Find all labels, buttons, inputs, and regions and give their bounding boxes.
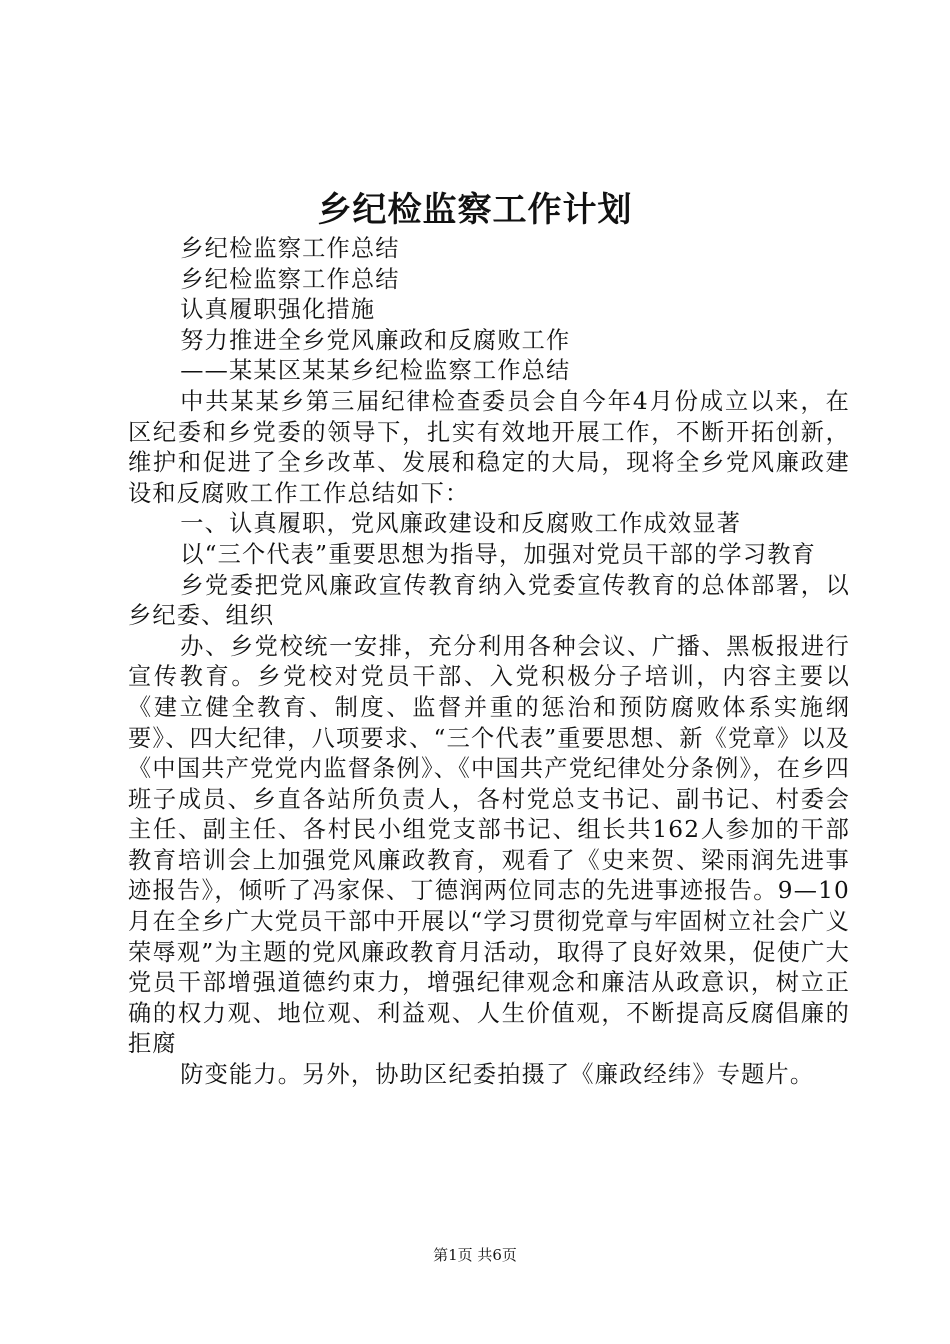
document-body <box>128 234 850 1091</box>
section-heading: 一、认真履职，党风廉政建设和反腐败工作成效显著 <box>180 510 742 538</box>
document-title: 乡纪检监察工作计划 <box>317 190 633 230</box>
paragraph: 防变能力。另外，协助区纪委拍摄了《廉政经纬》专题片。 <box>180 1061 815 1089</box>
paragraph: 乡纪检监察工作总结 <box>180 235 400 262</box>
paragraph: 乡党委把党风廉政宣传教育纳入党委宣传教育的总体部署，以乡纪委、组织 <box>128 571 850 630</box>
page-footer: 第1页 共6页 <box>433 1246 517 1264</box>
paragraph: 乡纪检监察工作总结 <box>180 265 400 293</box>
paragraph: 认真履职强化措施 <box>180 296 376 324</box>
paragraph: 办、乡党校统一安排，充分利用各种会议、广播、黑板报进行宣传教育。乡党校对党员干部、入党积极分子培训，内容主要以《建立健全教育、制度、监督并重的惩治和预防腐败体系实施纲要》、四大纪律，八项要求、“三个代表”重要思想、新《党章》以及《中国共产党党内监督条例》、《中国共产党纪律处分条例》，在乡四班子成员、乡直各站所负责人，各村党总支书记、副书记、村委会主任、副主任、各村民小组党支部书记、组长共162人参加的干部教育培训会上加强党风廉政教育，观看了《史来贺、梁雨润先进事迹报告》，倾听了冯家保、丁德润两位同志的先进事迹报告。9—10月在全乡广大党员干部中开展以“学习贯彻党章与牢固树立社会广义荣辱观”为主题的党风廉政教育月活动，取得了良好效果，促使广大党员干部增强道德约束力，增强纪律观念和廉洁从政意识，树立正确的权力观、地位观、利益观、人生价值观，不断提高反腐倡廉的拒腐 <box>128 632 850 1058</box>
paragraph: 中共某某乡第三届纪律检查委员会自今年4月份成立以来，在区纪委和乡党委的领导下，扎实有效地开展工作，不断开拓创新，维护和促进了全乡改革、发展和稳定的大局，现将全乡党风廉政建设和反腐败工作工作总结如下： <box>128 387 850 507</box>
paragraph: 努力推进全乡党风廉政和反腐败工作 <box>180 326 571 354</box>
paragraph: 以“三个代表”重要思想为指导，加强对党员干部的学习教育 <box>180 540 816 568</box>
paragraph: ——某某区某某乡纪检监察工作总结 <box>180 357 571 385</box>
